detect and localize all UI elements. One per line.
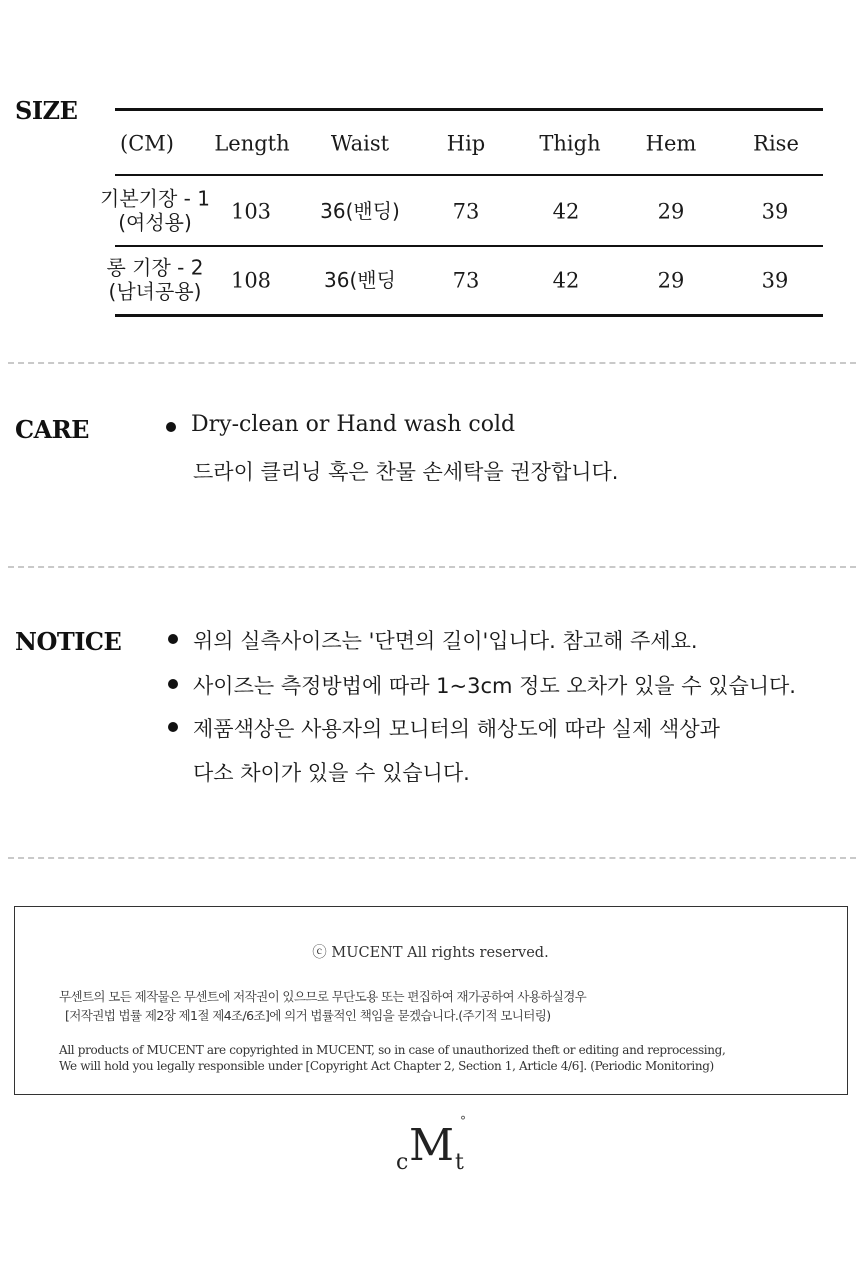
section-divider (8, 362, 856, 364)
cell-length: 108 (230, 268, 272, 293)
cell-hem: 29 (657, 268, 685, 293)
logo-letter-t: t (455, 1150, 464, 1175)
notice-item-continuation: 다소 차이가 있을 수 있습니다. (193, 761, 470, 785)
logo-letter-c: c (396, 1150, 409, 1175)
table-row-rule (115, 245, 823, 247)
cell-thigh: 42 (552, 199, 580, 224)
notice-section-label: NOTICE (15, 627, 122, 656)
copyright-korean-line2: [저작권법 법률 제2장 제1절 제4조/6조]에 의거 법률적인 책임을 묻겠습니다.(주기적 모니터링) (65, 1008, 551, 1023)
section-divider (8, 857, 856, 859)
logo-letter-m: M (409, 1120, 453, 1171)
cell-thigh: 42 (552, 268, 580, 293)
column-header-unit: (CM) (120, 131, 174, 156)
cell-hip: 73 (452, 199, 480, 224)
cell-length: 103 (230, 199, 272, 224)
size-section-label: SIZE (15, 96, 78, 125)
copyright-english-line1: All products of MUCENT are copyrighted in MUCENT, so in case of unauthorized theft or editing and reprocessing, (59, 1043, 726, 1057)
cell-waist: 36(밴딩 (324, 268, 396, 293)
section-divider (8, 566, 856, 568)
bullet-icon (166, 422, 176, 432)
cell-rise: 39 (761, 199, 789, 224)
table-top-rule (115, 108, 823, 111)
column-header-hip: Hip (446, 131, 486, 156)
row-name-line2: (남녀공용) (108, 279, 202, 303)
table-row-name (100, 187, 210, 234)
copyright-english-line2: We will hold you legally responsible under [Copyright Act Chapter 2, Section 1, Article 4/6]. (Periodic Monitoring) (59, 1059, 714, 1073)
cell-hem: 29 (657, 199, 685, 224)
cell-waist: 36(밴딩) (320, 199, 400, 224)
bullet-icon (168, 679, 178, 689)
care-section-label: CARE (15, 415, 89, 444)
notice-item: 제품색상은 사용자의 모니터의 해상도에 따라 실제 색상과 (193, 717, 720, 741)
copyright-box (14, 906, 848, 1095)
column-header-waist: Waist (330, 131, 390, 156)
table-header-rule (115, 174, 823, 176)
logo-mark: ° (460, 1114, 466, 1128)
table-bottom-rule (115, 314, 823, 317)
table-row-name (107, 256, 204, 303)
column-header-hem: Hem (645, 131, 697, 156)
cell-rise: 39 (761, 268, 789, 293)
copyright-korean-line1: 무센트의 모든 제작물은 무센트에 저작권이 있으므로 무단도용 또는 편집하여 재가공하여 사용하실경우 (59, 989, 587, 1004)
row-name-line1: 기본기장 - 1 (100, 186, 210, 211)
bullet-icon (168, 634, 178, 644)
care-instruction-korean: 드라이 클리닝 혹은 찬물 손세탁을 권장합니다. (193, 460, 619, 484)
column-header-length: Length (214, 131, 290, 156)
cell-hip: 73 (452, 268, 480, 293)
mucent-logo (396, 1114, 476, 1180)
column-header-thigh: Thigh (539, 131, 601, 156)
row-name-line1: 롱 기장 - 2 (106, 255, 204, 280)
notice-item: 사이즈는 측정방법에 따라 1~3cm 정도 오차가 있을 수 있습니다. (193, 674, 796, 698)
notice-item: 위의 실측사이즈는 '단면의 길이'입니다. 참고해 주세요. (193, 629, 698, 653)
bullet-icon (168, 722, 178, 732)
column-header-rise: Rise (753, 131, 799, 156)
row-name-line2: (여성용) (118, 210, 192, 234)
care-instruction-english: Dry-clean or Hand wash cold (191, 412, 516, 437)
copyright-title: ⓒ MUCENT All rights reserved. (312, 945, 549, 961)
